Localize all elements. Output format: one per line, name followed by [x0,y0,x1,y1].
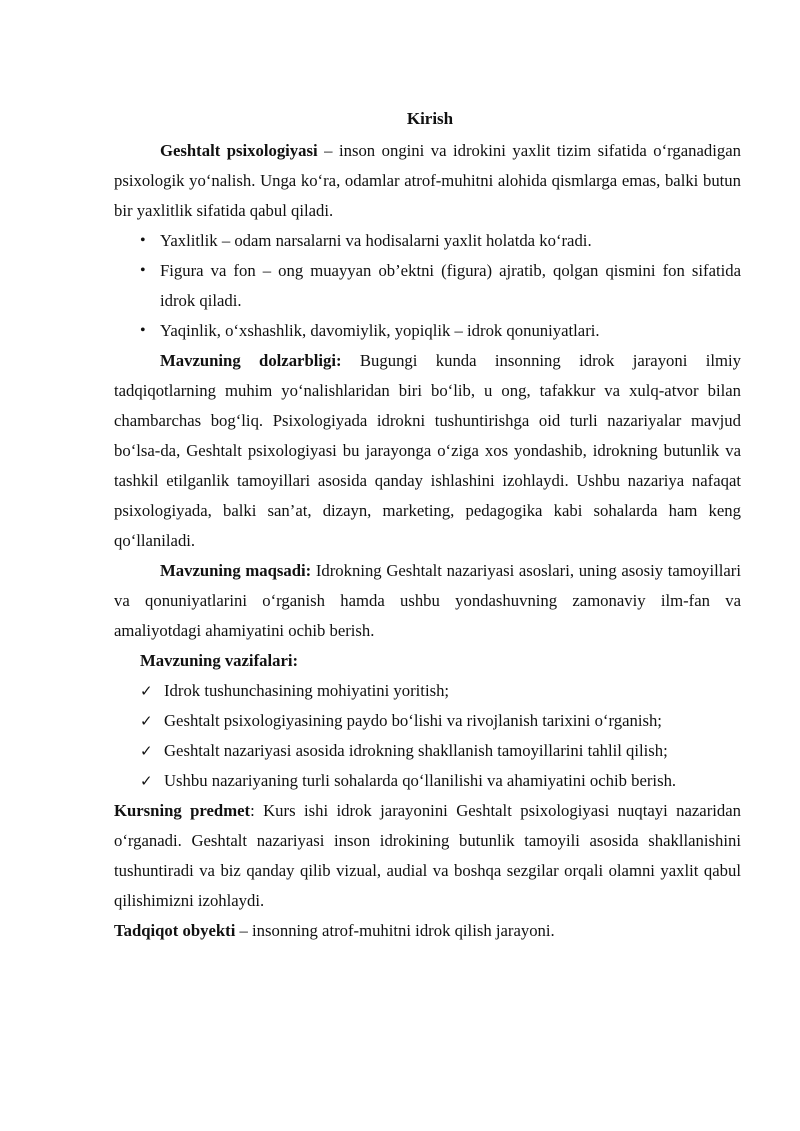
list-item [114,316,741,346]
dolzarblik-text: Bugungi kunda insonning idrok jarayoni ilmiy tadqiqotlarning muhim yo‘nalishlaridan biri bo‘lib, u ong, tafakkur va xulq-atvor bilan chambarchas bog‘liq. Psixologiyada idrokni tushuntirishga oid turli nazariyalar mavjud bo‘lsa-da, Geshtalt psixologiyasi bu jarayonga o‘ziga xos yondashib, idrokning butunlik va tashkil etilganlik tamoyillari asosida qanday ishlashini izohlaydi. Ushbu nazariya nafaqat psixologiyada, balki san’at, dizayn, marketing, pedagogika kabi sohalarda ham keng qo‘llaniladi. [114,351,741,550]
bullet-text: Yaxlitlik – odam narsalarni va hodisalarni yaxlit holatda ko‘radi. [160,231,592,250]
check-text: Ushbu nazariyaning turli sohalarda qo‘llanilishi va ahamiyatini ochib berish. [164,771,677,790]
bullet-icon: • [140,232,146,249]
intro-text: – inson ongini va idrokini yaxlit tizim sifatida o‘rganadigan psixologik yo‘nalish. Unga ko‘ra, odamlar atrof-muhitni alohida qismlarga emas, balki butun bir yaxlitlik sifatida qabul qiladi. [114,141,741,220]
list-item [114,676,741,706]
obyekt-paragraph [114,916,741,946]
checkmark-icon: ✓ [140,742,153,760]
list-item [114,736,741,766]
obyekt-text: – insonning atrof-muhitni idrok qilish jarayoni. [235,921,555,940]
bullet-icon: • [140,262,146,279]
page-content [114,136,741,946]
predmet-label: Kursning predmet [114,801,251,820]
list-item [114,766,741,796]
checkmark-icon: ✓ [140,682,153,700]
list-item [114,256,741,316]
bullet-icon: • [140,322,146,339]
obyekt-label: Tadqiqot obyekti [114,921,236,940]
list-item [114,226,741,256]
intro-paragraph [114,136,741,226]
dolzarblik-paragraph [114,346,741,556]
maqsad-text: Idrokning Geshtalt nazariyasi asoslari, uning asosiy tamoyillari va qonuniyatlarini o‘rganish hamda ushbu yondashuvning zamonaviy ilm-fan va amaliyotdagi ahamiyatini ochib berish. [114,561,741,640]
predmet-text: : Kurs ishi idrok jarayonini Geshtalt psixologiyasi nuqtayi nazaridan o‘rganadi. Geshtalt nazariyasi inson idrokining butunlik tamoyili asosida shakllanishini tushuntiradi va biz qanday qilib vizual, audial va boshqa sezgilar orqali olamni yaxlit qabul qilishimizni izohlaydi. [114,801,741,910]
bullet-text: Yaqinlik, o‘xshashlik, davomiylik, yopiqlik – idrok qonuniyatlari. [160,321,600,340]
maqsad-label: Mavzuning maqsadi: [160,561,312,580]
list-item [114,706,741,736]
bullet-text: Figura va fon – ong muayyan ob’ektni (figura) ajratib, qolgan qismini fon sifatida idrok qiladi. [160,261,741,310]
checkmark-icon: ✓ [140,712,153,730]
check-text: Geshtalt nazariyasi asosida idrokning shakllanish tamoyillarini tahlil qilish; [164,741,668,760]
check-text: Geshtalt psixologiyasining paydo bo‘lishi va rivojlanish tarixini o‘rganish; [164,711,662,730]
checkmark-icon: ✓ [140,772,153,790]
vazifalar-heading: Mavzuning vazifalari: [140,651,299,670]
page-title: Kirish [406,109,454,128]
dolzarblik-label: Mavzuning dolzarbligi: [160,351,342,370]
maqsad-paragraph [114,556,741,646]
bullet-list [114,226,741,346]
check-text: Idrok tushunchasining mohiyatini yoritish; [164,681,450,700]
predmet-paragraph [114,796,741,916]
check-list [114,676,741,796]
intro-term: Geshtalt psixologiyasi [160,141,318,160]
